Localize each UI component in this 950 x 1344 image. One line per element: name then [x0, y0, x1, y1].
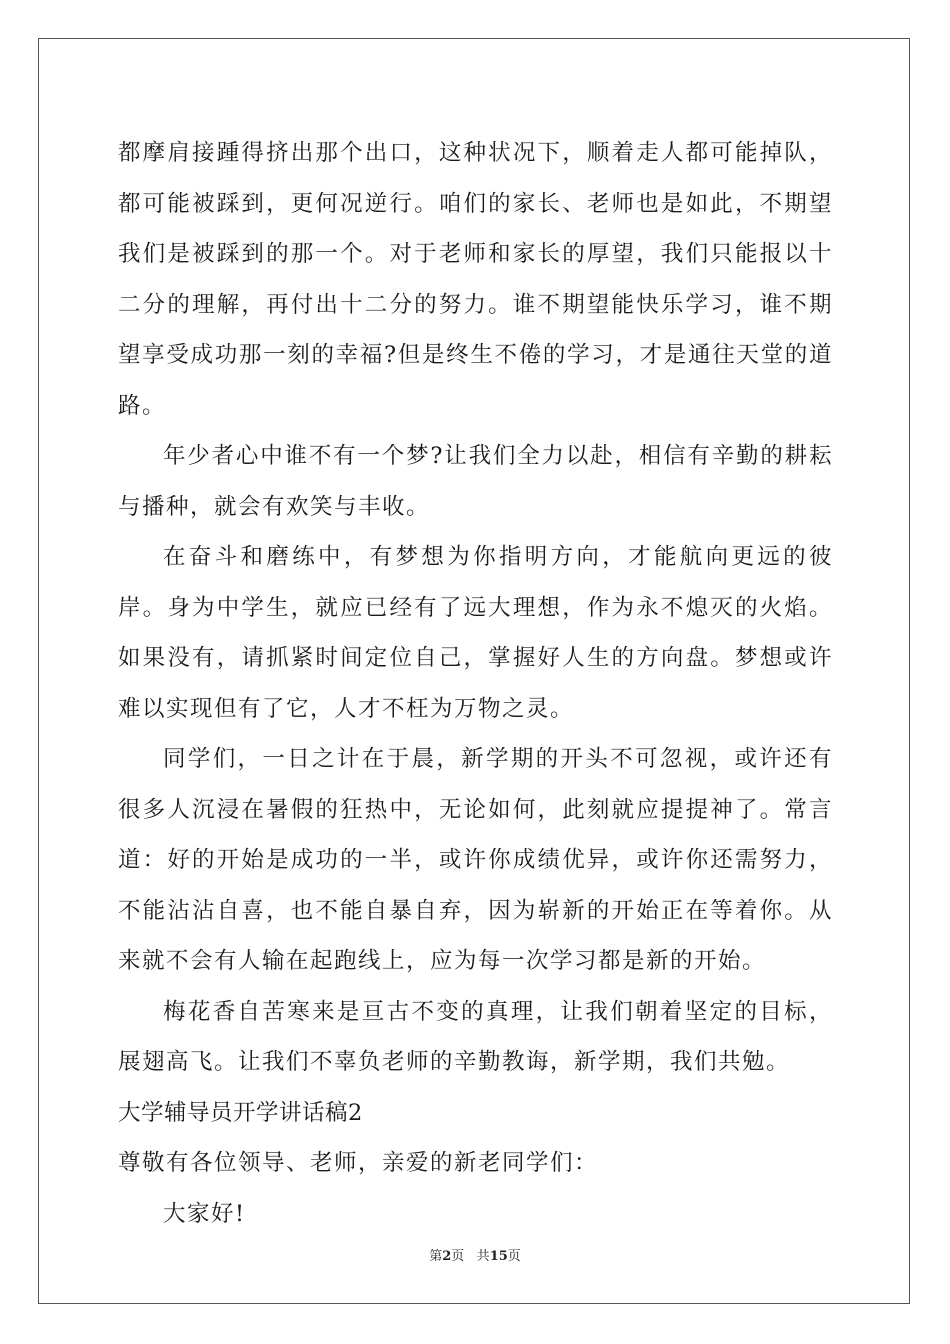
- paragraph-struggle: 在奋斗和磨练中，有梦想为你指明方向，才能航向更远的彼岸。身为中学生，就应已经有了远大理想，作为永不熄灭的火焰。如果没有，请抓紧时间定位自己，掌握好人生的方向盘。梦想或许难以实现但有了它，人才不枉为万物之灵。: [118, 544, 833, 722]
- page-footer: [0, 1245, 950, 1264]
- footer-prefix: 第: [429, 1249, 443, 1264]
- footer-page-suffix: 页: [451, 1249, 465, 1264]
- greeting: 大家好!: [163, 1200, 246, 1227]
- footer-total-pages: 15: [489, 1249, 508, 1264]
- footer-current-page: 2: [442, 1249, 452, 1264]
- footer-total-suffix: 页: [507, 1249, 521, 1264]
- paragraph-continuation: 都摩肩接踵得挤出那个出口，这种状况下，顺着走人都可能掉队，都可能被踩到，更何况逆行。咱们的家长、老师也是如此，不期望我们是被踩到的那一个。对于老师和家长的厚望，我们只能报以十二分的理解，再付出十二分的努力。谁不期望能快乐学习，谁不期望享受成功那一刻的幸福?但是终生不倦的学习，才是通往天堂的道路。: [118, 140, 833, 419]
- paragraph-dream: 年少者心中谁不有一个梦?让我们全力以赴，相信有辛勤的耕耘与播种，就会有欢笑与丰收。: [118, 443, 833, 520]
- footer-total-prefix: 共: [476, 1249, 490, 1264]
- salutation: 尊敬有各位领导、老师，亲爱的新老同学们：: [118, 1150, 599, 1176]
- paragraph-closing: 梅花香自苦寒来是亘古不变的真理，让我们朝着坚定的目标，展翅高飞。让我们不辜负老师的辛勤教诲，新学期，我们共勉。: [118, 998, 833, 1075]
- paragraph-new-semester: 同学们，一日之计在于晨，新学期的开头不可忽视，或许还有很多人沉浸在暑假的狂热中，无论如何，此刻就应提提神了。常言道：好的开始是成功的一半，或许你成绩优异，或许你还需努力，不能沾沾自喜，也不能自暴自弃，因为崭新的开始正在等着你。从来就不会有人输在起跑线上，应为每一次学习都是新的开始。: [118, 746, 833, 974]
- section-title: 大学辅导员开学讲话稿2: [118, 1099, 363, 1126]
- document-body: [118, 128, 833, 1239]
